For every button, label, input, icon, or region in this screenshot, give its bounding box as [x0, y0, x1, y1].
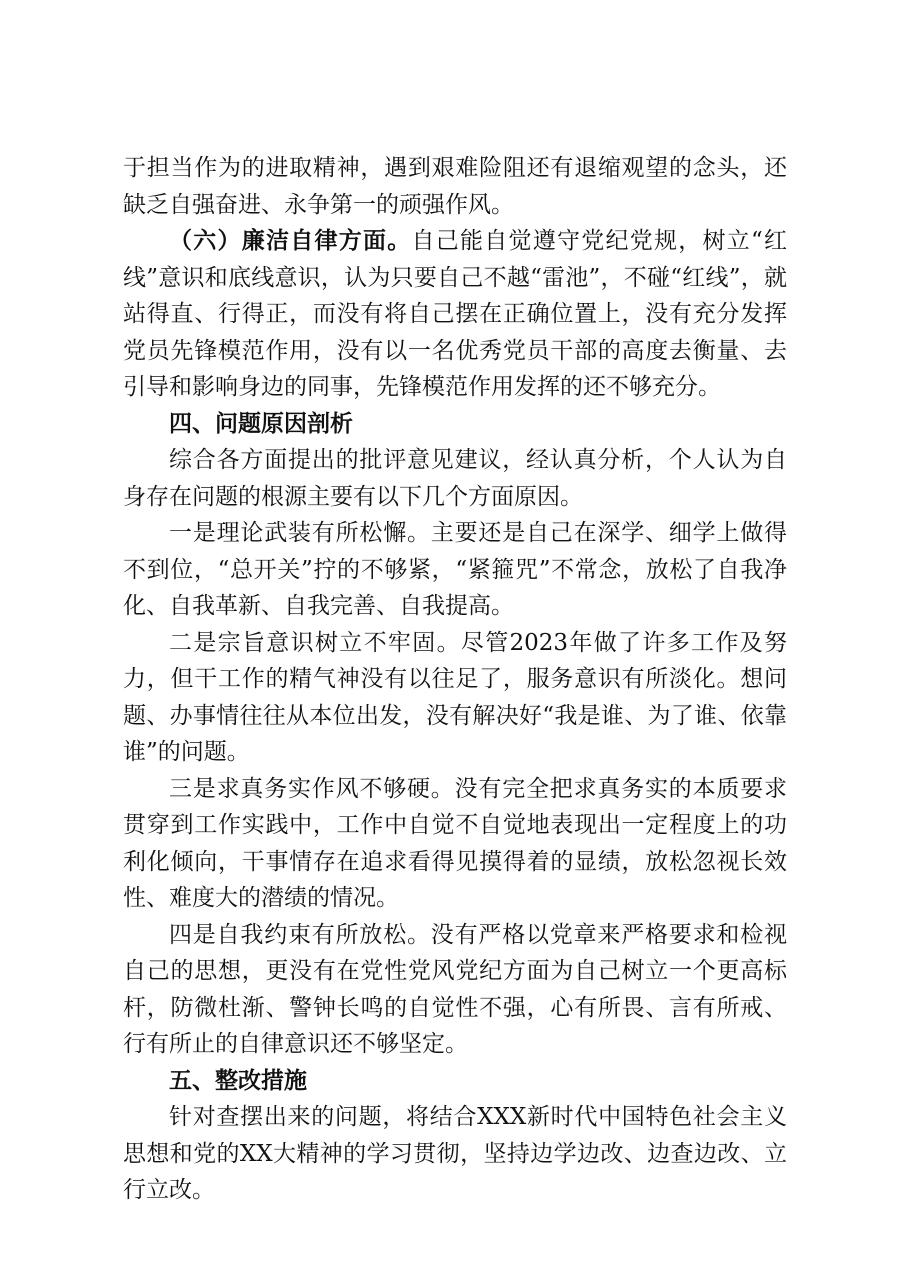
paragraph-intro: 综合各方面提出的批评意见建议，经认真分析，个人认为自身存在问题的根源主要有以下几个方面原因。 — [123, 447, 787, 510]
document-page — [123, 150, 787, 1209]
paragraph-cause-4: 四是自我约束有所放松。没有严格以党章来严格要求和检视自己的思想，更没有在党性党风党纪方面为自己树立一个更高标杆，防微杜渐、警钟长鸣的自觉性不强，心有所畏、言有所戒、行有所止的自律意识还不够坚定。 — [123, 921, 787, 1057]
paragraph-cause-3: 三是求真务实作风不够硬。没有完全把求真务实的本质要求贯穿到工作实践中，工作中自觉不自觉地表现出一定程度上的功利化倾向，干事情存在追求看得见摸得着的显绩，放松忽视长效性、难度大的潜绩的情况。 — [123, 775, 787, 911]
paragraph-body: 自己能自觉遵守党纪党规，树立“红线”意识和底线意识，认为只要自己不越“雷池”，不碰“红线”，就站得直、行得正，而没有将自己摆在正确位置上，没有充分发挥党员先锋模范作用，没有以一名优秀党员干部的高度去衡量、去引导和影响身边的同事，先锋模范作用发挥的还不够充分。 — [123, 228, 787, 400]
paragraph-integrity — [123, 223, 787, 406]
paragraph-continuation: 于担当作为的进取精神，遇到艰难险阻还有退缩观望的念头，还缺乏自强奋进、永争第一的顽强作风。 — [123, 155, 787, 218]
section-heading-rectification: 五、整改措施 — [169, 1067, 307, 1094]
paragraph-rectification: 针对查摆出来的问题，将结合XXX新时代中国特色社会主义思想和党的XX大精神的学习贯彻，坚持边学边改、边查边改、立行立改。 — [123, 1104, 787, 1203]
paragraph-cause-2: 二是宗旨意识树立不牢固。尽管2023年做了许多工作及努力，但干工作的精气神没有以往足了，服务意识有所淡化。想问题、办事情往往从本位出发，没有解决好“我是谁、为了谁、依靠谁”的问题。 — [123, 629, 787, 765]
section-heading-cause-analysis: 四、问题原因剖析 — [169, 410, 353, 437]
paragraph-lead: （六）廉洁自律方面。 — [169, 228, 412, 254]
paragraph-cause-1: 一是理论武装有所松懈。主要还是自己在深学、细学上做得不到位，“总开关”拧的不够紧，“紧箍咒”不常念，放松了自我净化、自我革新、自我完善、自我提高。 — [123, 520, 787, 619]
